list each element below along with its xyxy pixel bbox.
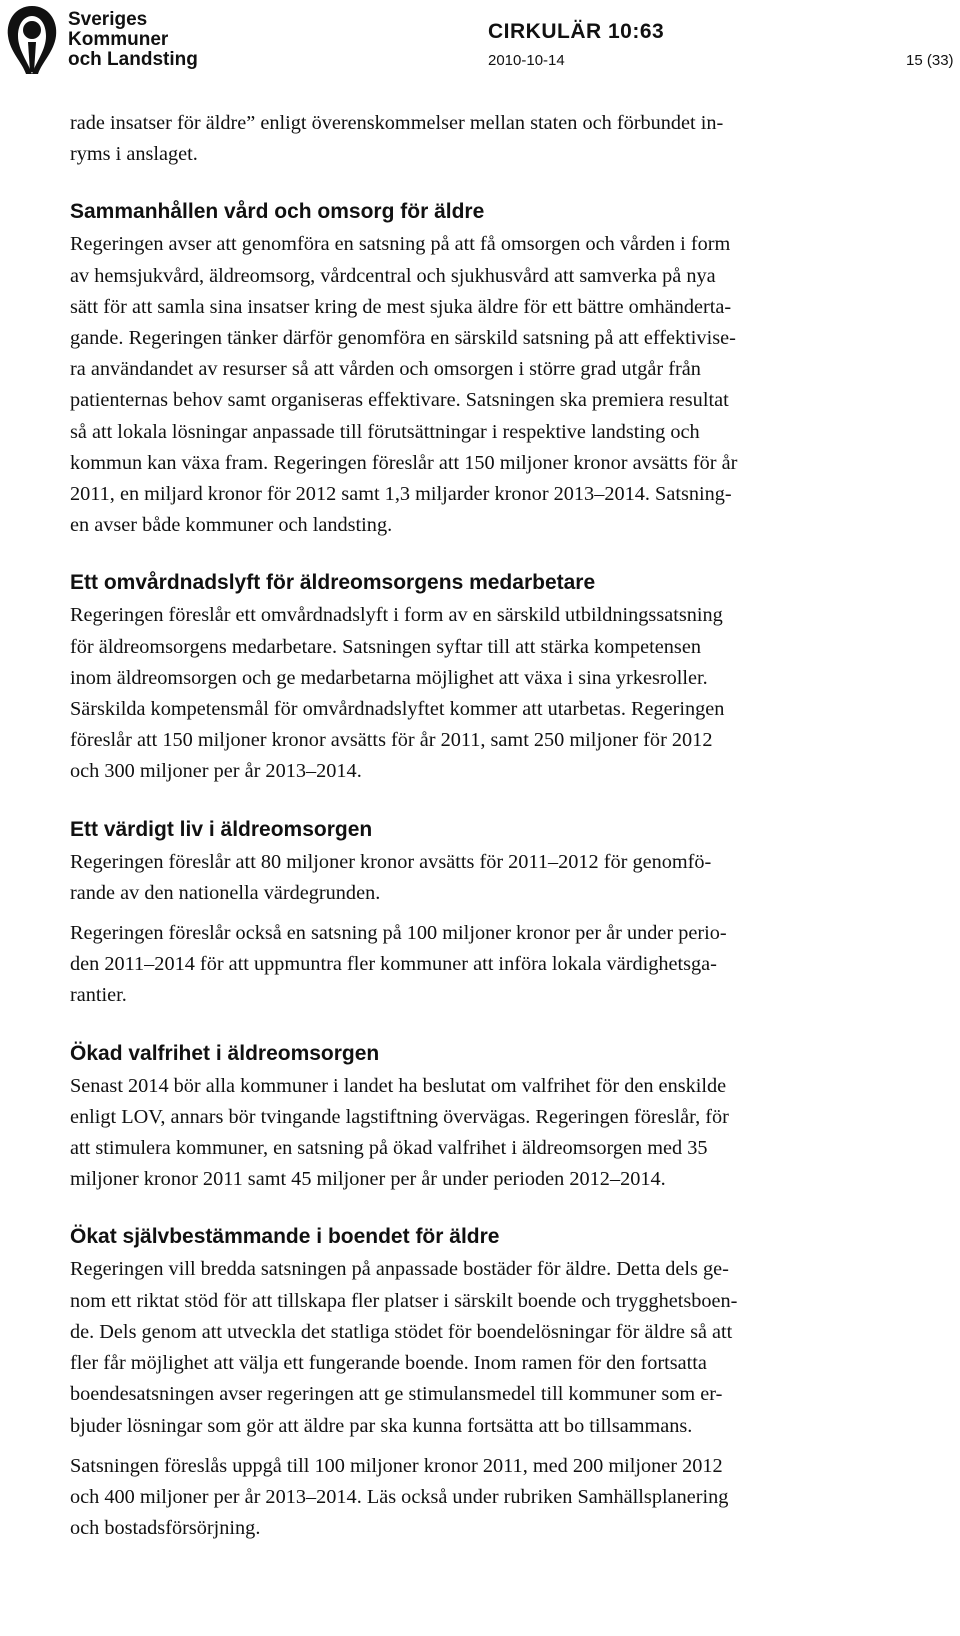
text-line: rantier.: [70, 984, 127, 1007]
text-line: rande av den nationella värdegrunden.: [70, 881, 381, 904]
text-line: Regeringen föreslår att 80 miljoner kronor avsätts för 2011–2012 för genomfö-: [70, 850, 712, 873]
text-line: och 400 miljoner per år 2013–2014. Läs också under rubriken Samhällsplanering: [70, 1485, 729, 1508]
text-line: föreslår att 150 miljoner kronor avsätts för år 2011, samt 250 miljoner för 2012: [70, 729, 713, 752]
text-line: och bostadsförsörjning.: [70, 1517, 261, 1540]
section-paragraph: [70, 1071, 910, 1196]
text-line: ryms i anslaget.: [70, 143, 198, 166]
text-line: 2011, en miljard kronor för 2012 samt 1,3 miljarder kronor 2013–2014. Satsning-: [70, 483, 732, 506]
section-heading: Ett omvårdnadslyft för äldreomsorgens medarbetare: [70, 571, 596, 595]
organisation-logo: [2, 2, 202, 76]
section-heading: Ökad valfrihet i äldreomsorgen: [70, 1041, 380, 1065]
text-line: Satsningen föreslås uppgå till 100 miljoner kronor 2011, med 200 miljoner 2012: [70, 1454, 723, 1477]
text-line: ra användandet av resurser så att vården och omsorgen i större grad utgår från: [70, 358, 701, 381]
logo-wordmark: [68, 10, 198, 70]
text-line: miljoner kronor 2011 samt 45 miljoner per år under perioden 2012–2014.: [70, 1168, 666, 1191]
logo-line-1: Sveriges: [68, 9, 148, 30]
section-paragraph: [70, 600, 910, 787]
section-heading: Ökat självbestämmande i boendet för äldre: [70, 1225, 500, 1249]
text-line: och 300 miljoner per år 2013–2014.: [70, 760, 362, 783]
text-line: fler får möjlighet att välja ett fungerande boende. Inom ramen för den fortsatta: [70, 1352, 707, 1375]
logo-line-2: Kommuner: [68, 29, 169, 50]
text-line: Särskilda kompetensmål för omvårdnadslyftet kommer att utarbetas. Regeringen: [70, 698, 725, 721]
text-line: kommun kan växa fram. Regeringen föreslår att 150 miljoner kronor avsätts för år: [70, 451, 738, 474]
document-date: 2010-10-14: [488, 52, 565, 69]
text-line: sätt för att samla sina insatser kring de mest sjuka äldre för ett bättre omhänderta-: [70, 295, 732, 318]
text-line: gande. Regeringen tänker därför genomföra en särskild satsning på att effektivise-: [70, 327, 736, 350]
text-line: av hemsjukvård, äldreomsorg, vårdcentral och sjukhusvård att samverka på nya: [70, 264, 716, 287]
logo-line-3: och Landsting: [68, 49, 198, 70]
logo-emblem-icon: [2, 2, 62, 76]
section-heading: Ett värdigt liv i äldreomsorgen: [70, 817, 373, 841]
section-paragraph: [70, 847, 910, 909]
page-header: [0, 0, 960, 80]
text-line: för äldreomsorgens medarbetare. Satsningen syftar till att stärka kompetensen: [70, 635, 701, 658]
intro-paragraph: [70, 108, 910, 170]
text-line: enligt LOV, annars bör tvingande lagstiftning övervägas. Regeringen föreslår, för: [70, 1105, 729, 1128]
text-line: Regeringen föreslår också en satsning på 100 miljoner kronor per år under perio-: [70, 922, 727, 945]
text-line: nom ett riktat stöd för att tillskapa fler platser i särskilt boende och trygghetsboen-: [70, 1289, 738, 1312]
section-paragraph: [70, 1254, 910, 1441]
text-line: så att lokala lösningar anpassade till förutsättningar i respektive landsting och: [70, 420, 700, 443]
text-line: de. Dels genom att utveckla det statliga stödet för boendelösningar för äldre så att: [70, 1320, 733, 1343]
text-line: inom äldreomsorgen och ge medarbetarna möjlighet att växa i sina yrkesroller.: [70, 666, 708, 689]
text-line: boendesatsningen avser regeringen att ge stimulansmedel till kommuner som er-: [70, 1383, 723, 1406]
text-line: Regeringen avser att genomföra en satsning på att få omsorgen och vården i form: [70, 233, 731, 256]
document-body: [70, 108, 910, 1544]
text-line: bjuder lösningar som gör att äldre par ska kunna fortsätta att bo tillsammans.: [70, 1414, 693, 1437]
text-line: Regeringen vill bredda satsningen på anpassade bostäder för äldre. Detta dels ge-: [70, 1258, 729, 1281]
section-paragraph: [70, 1451, 910, 1545]
document-type: CIRKULÄR 10:63: [488, 20, 665, 43]
section-heading: Sammanhållen vård och omsorg för äldre: [70, 200, 485, 224]
text-line: att stimulera kommuner, en satsning på ökad valfrihet i äldreomsorgen med 35: [70, 1137, 708, 1160]
text-line: en avser både kommuner och landsting.: [70, 514, 393, 537]
text-line: Regeringen föreslår ett omvårdnadslyft i form av en särskild utbildningssatsning: [70, 604, 723, 627]
text-line: patienternas behov samt organiseras effektivare. Satsningen ska premiera resultat: [70, 389, 729, 412]
text-line: Senast 2014 bör alla kommuner i landet ha beslutat om valfrihet för den enskilde: [70, 1074, 727, 1097]
page-number: 15 (33): [906, 52, 954, 69]
section-paragraph: [70, 918, 910, 1012]
text-line: rade insatser för äldre” enligt överenskommelser mellan staten och förbundet in-: [70, 112, 724, 134]
section-paragraph: [70, 229, 910, 541]
text-line: den 2011–2014 för att uppmuntra fler kommuner att införa lokala värdighetsga-: [70, 953, 717, 976]
